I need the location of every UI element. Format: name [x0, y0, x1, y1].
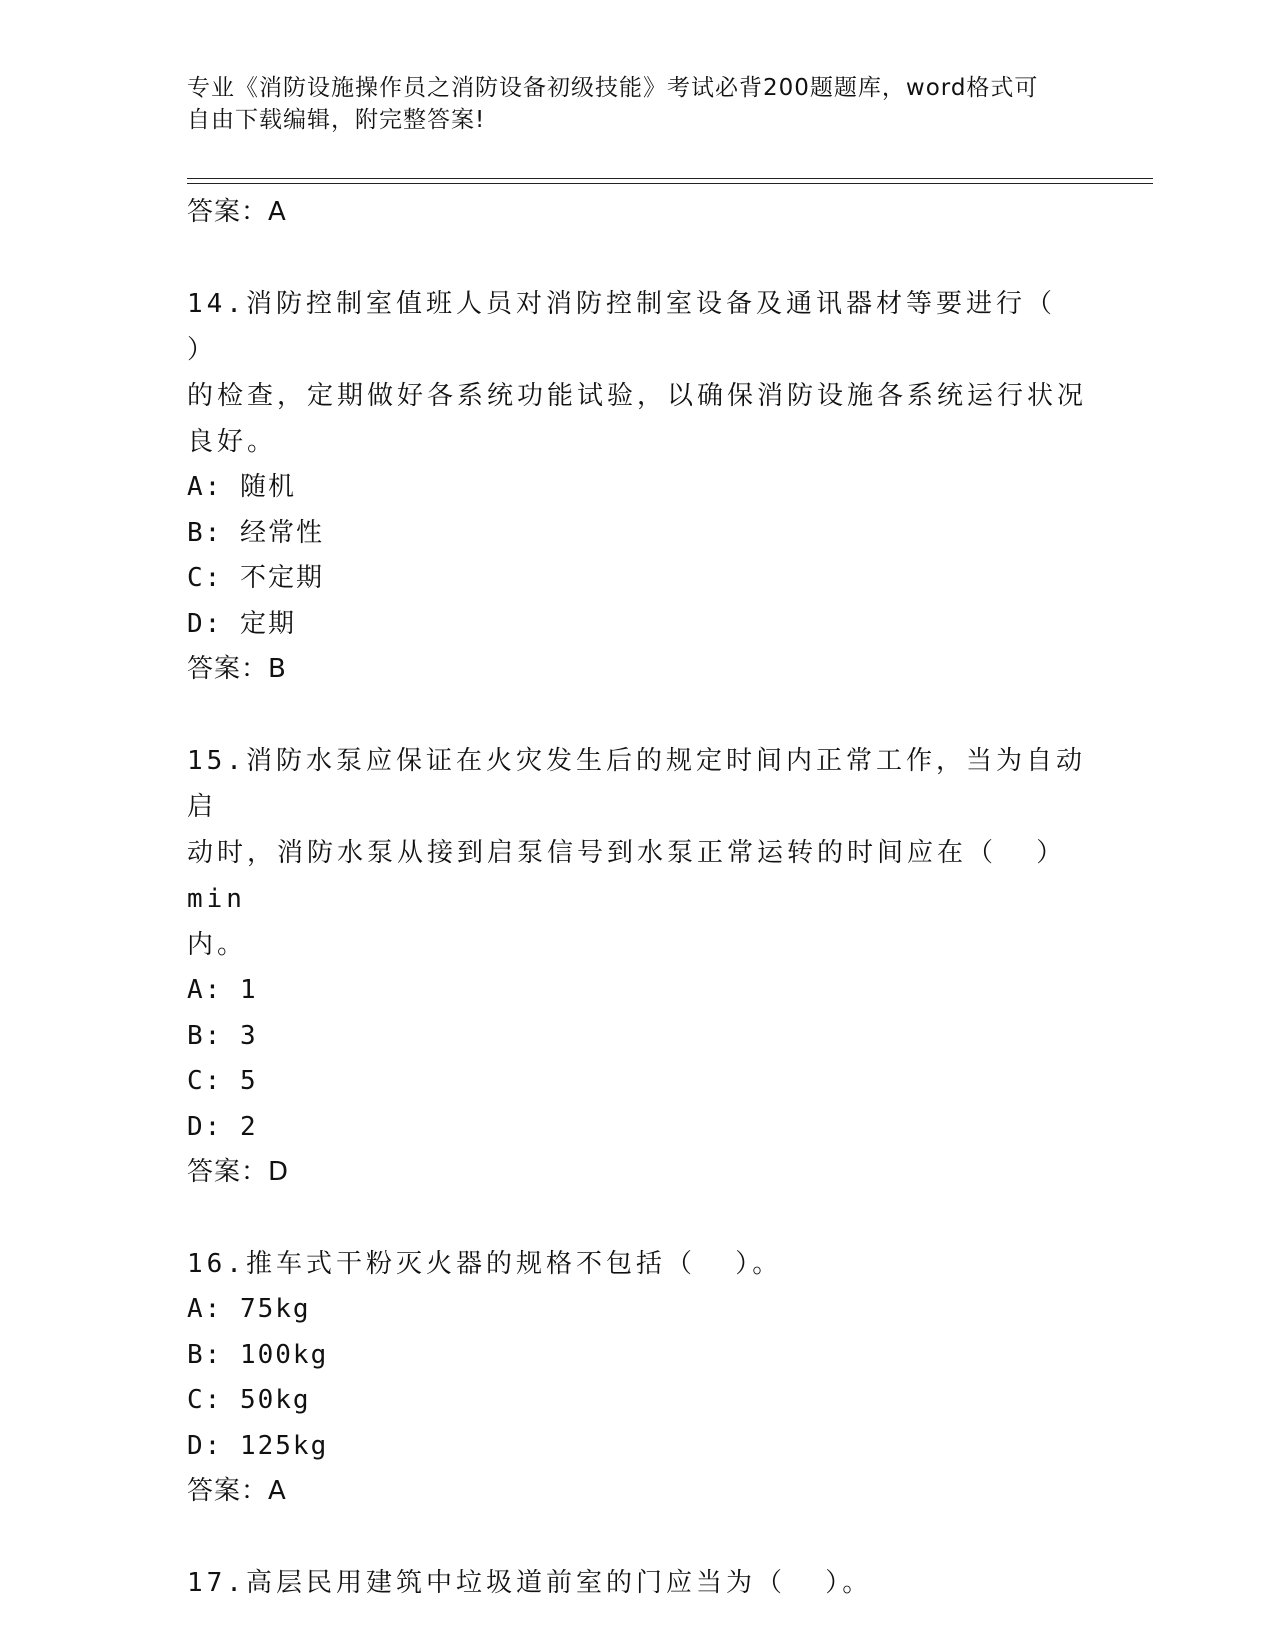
header-line-1: 专业《消防设施操作员之消防设备初级技能》考试必背200题题库，word格式可 [187, 75, 1039, 101]
document-body [187, 190, 1096, 1606]
answer-line: 答案：D [187, 1157, 290, 1187]
option-d: D: 定期 [187, 608, 296, 639]
question-text-line: 14.消防控制室值班人员对消防控制室设备及通讯器材等要进行（ ） [187, 289, 1096, 365]
question-text-line: 的检查，定期做好各系统功能试验，以确保消防设施各系统运行状况 [187, 381, 1088, 411]
question-16 [187, 1241, 1087, 1513]
option-d: D: 125kg [187, 1430, 329, 1461]
option-b: B: 3 [187, 1020, 258, 1051]
answer-line: 答案：A [187, 1476, 287, 1506]
option-c: C: 不定期 [187, 563, 324, 593]
option-a: A: 1 [187, 975, 258, 1005]
option-b: B: 经常性 [187, 517, 324, 548]
question-17 [187, 1560, 1087, 1606]
answer-line: 答案：A [187, 197, 287, 227]
option-a: A: 75kg [187, 1294, 311, 1324]
question-text-line: 16.推车式干粉灭火器的规格不包括（ ）。 [187, 1249, 783, 1279]
option-b: B: 100kg [187, 1339, 329, 1370]
question-text-line: 15.消防水泵应保证在火灾发生后的规定时间内正常工作，当为自动启 [187, 746, 1086, 822]
question-text-line: 良好。 [187, 427, 278, 457]
header-divider [187, 178, 1153, 184]
question-text-line: 内。 [187, 930, 248, 960]
page-header [187, 72, 1067, 136]
option-c: C: 5 [187, 1066, 258, 1096]
header-line-2: 自由下载编辑，附完整答案! [187, 107, 486, 133]
question-14 [187, 281, 1096, 691]
question-text-line: 17.高层民用建筑中垃圾道前室的门应当为（ ）。 [187, 1568, 873, 1598]
question-15 [187, 738, 1087, 1194]
option-d: D: 2 [187, 1111, 258, 1142]
option-a: A: 随机 [187, 472, 296, 502]
question-text-line: 动时，消防水泵从接到启泵信号到水泵正常运转的时间应在（ ）min [187, 838, 1067, 914]
answer-line: 答案：B [187, 654, 287, 684]
option-c: C: 50kg [187, 1385, 311, 1415]
